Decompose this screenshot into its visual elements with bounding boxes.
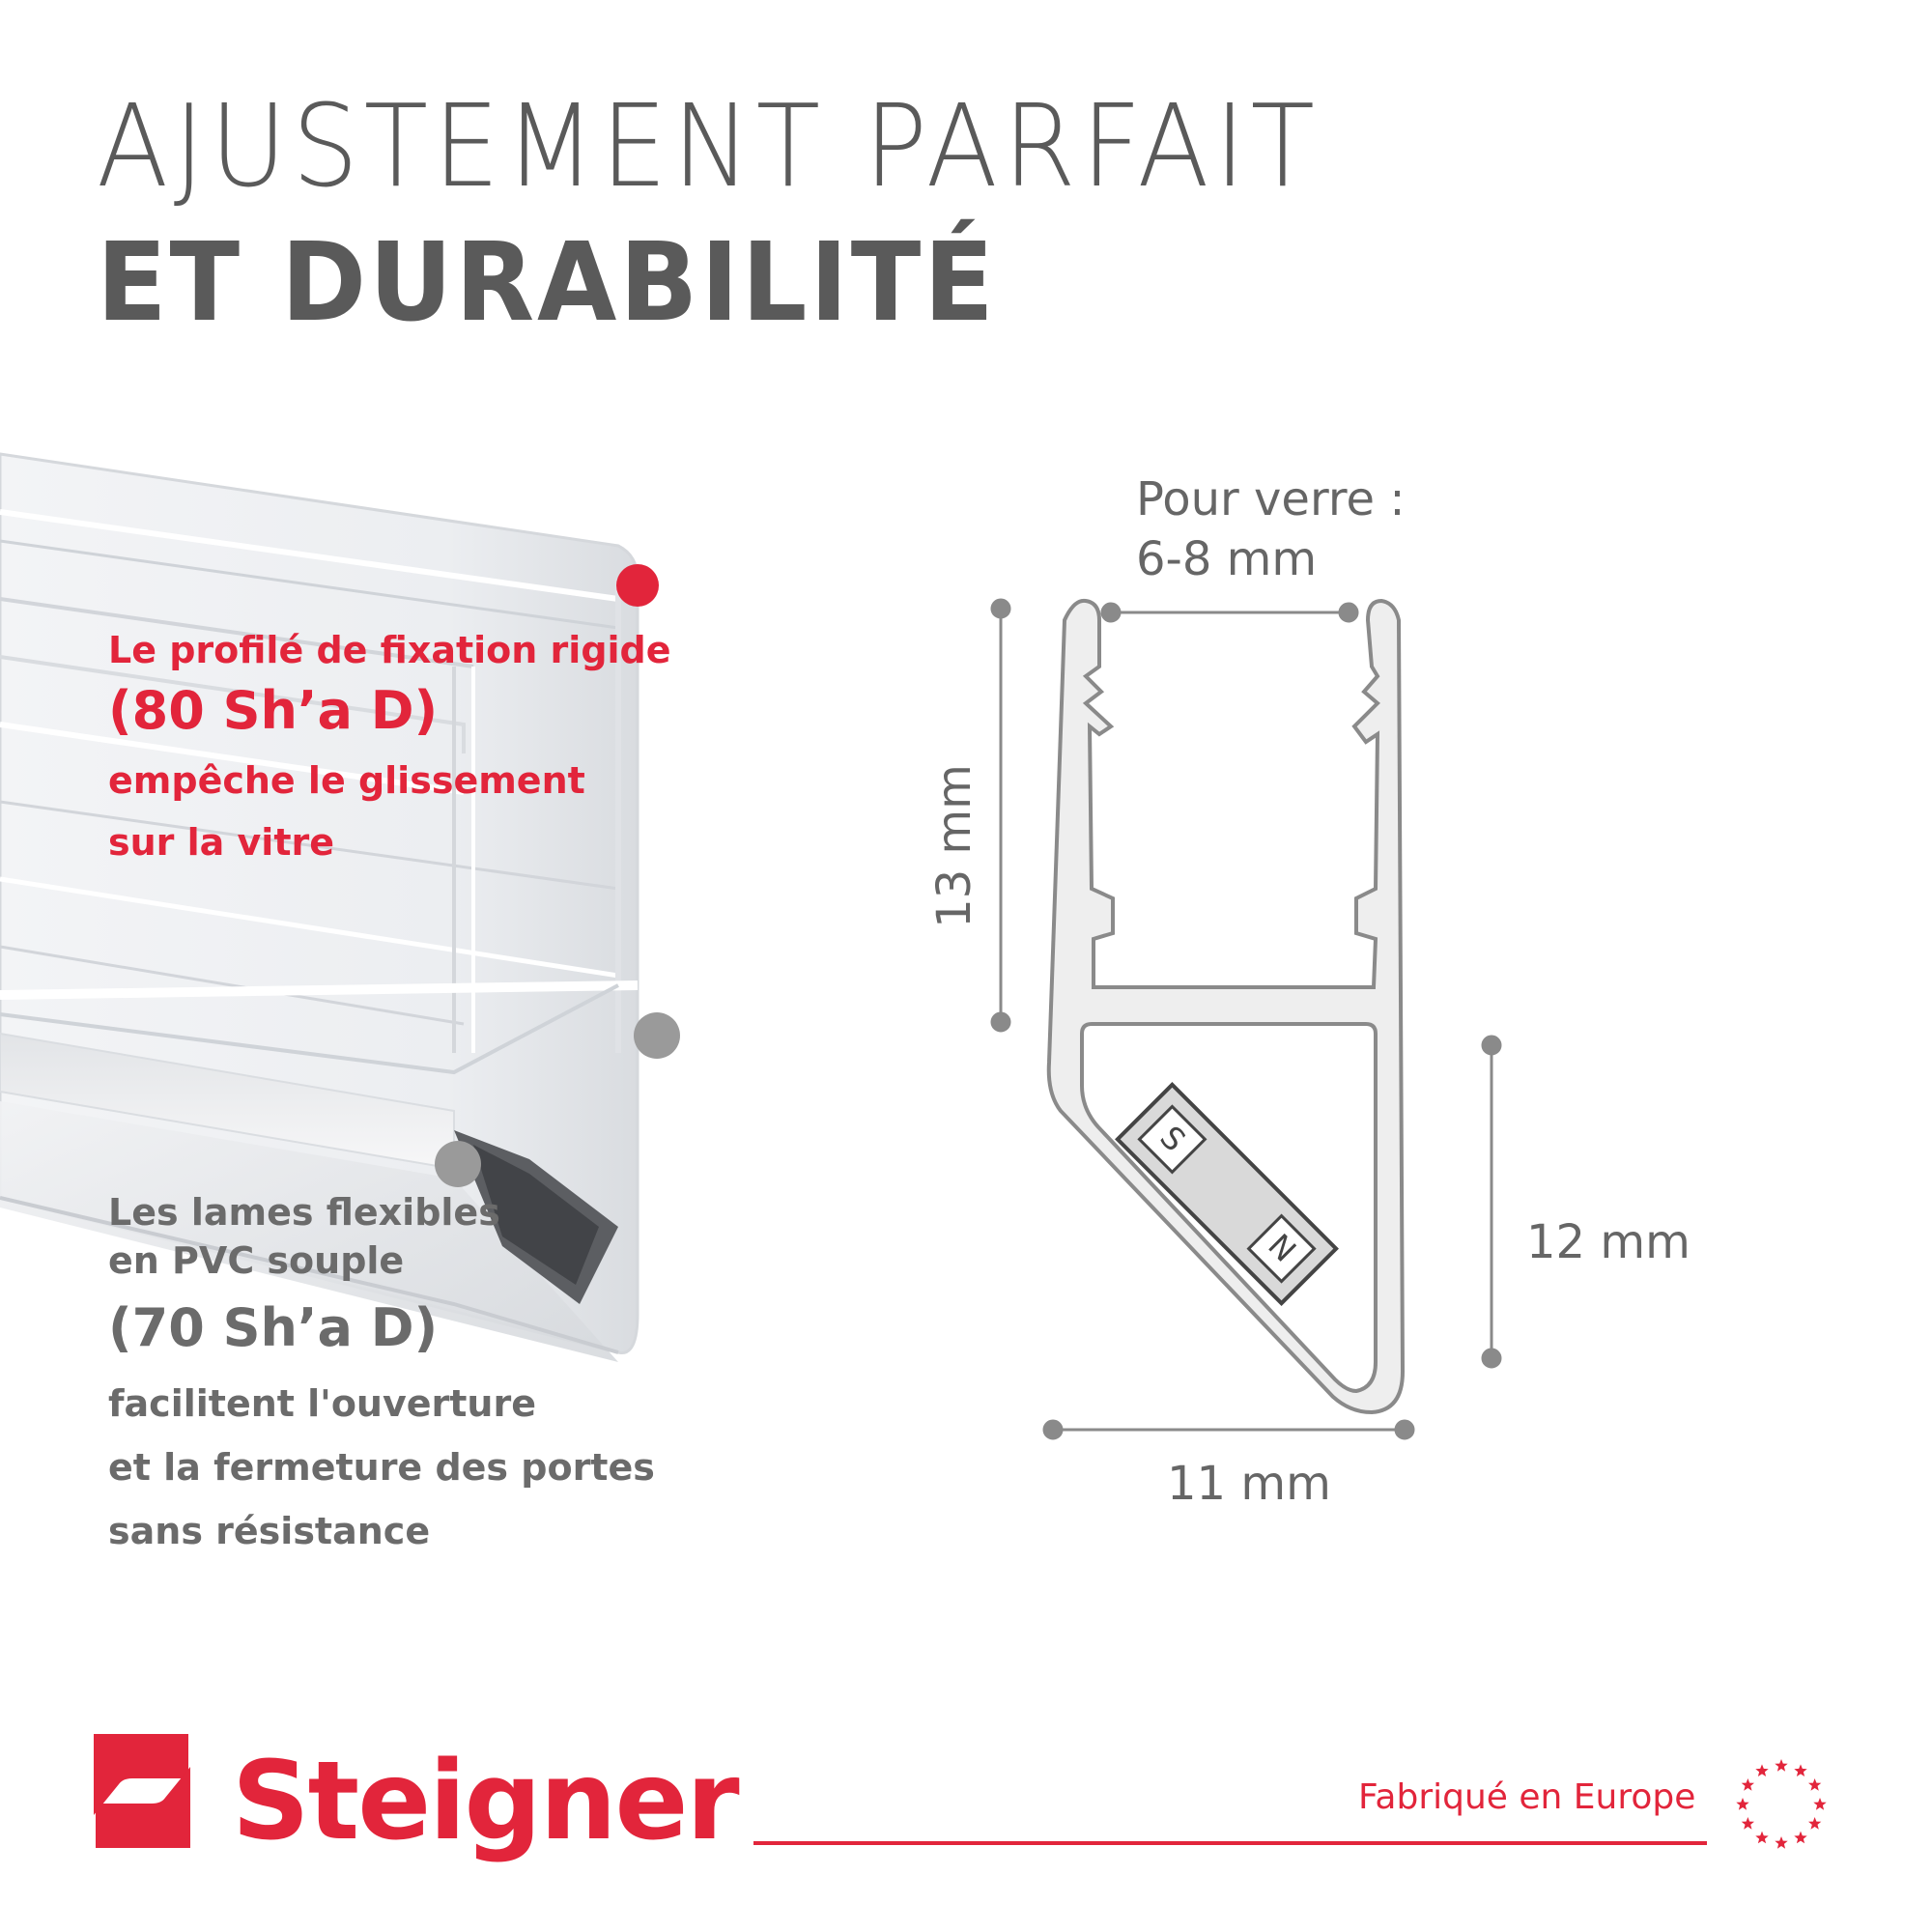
footer-divider [753, 1841, 1707, 1845]
rigid-callout-line-4: sur la vitre [108, 821, 335, 864]
rigid-callout-line-1: Le profilé de fixation rigide [108, 629, 671, 671]
glass-width-dimension [1101, 603, 1358, 622]
eu-star [1794, 1832, 1806, 1844]
flex-callout-line-4: facilitent l'ouverture [108, 1382, 536, 1425]
rigid-callout-line-3: empêche le glissement [108, 759, 585, 802]
width-label: 11 mm [1167, 1457, 1331, 1511]
flex-callout-line-6: sans résistance [108, 1510, 431, 1552]
flex-callout-line-5: et la fermeture des portes [108, 1446, 655, 1489]
eu-star [1755, 1764, 1768, 1776]
magnet-north-label: N [1261, 1226, 1304, 1269]
steigner-logo-icon [94, 1734, 190, 1848]
top-height-label: 13 mm [927, 764, 981, 928]
profile-cross-section-drawing [908, 464, 1758, 1546]
width-dimension [1043, 1420, 1414, 1439]
rigid-profile-callout [108, 628, 671, 873]
rigid-profile-marker [616, 564, 659, 607]
eu-star [1813, 1798, 1826, 1810]
glass-thickness-label [1136, 469, 1405, 589]
made-in-europe-label: Fabriqué en Europe [1358, 1777, 1696, 1817]
title-line-2: ET DURABILITÉ [97, 220, 997, 346]
eu-star [1736, 1798, 1748, 1810]
magnet-south-label: S [1152, 1119, 1193, 1159]
eu-star [1808, 1778, 1821, 1791]
glass-label-line-1: Pour verre : [1136, 472, 1406, 526]
flex-callout-hardness: (70 Sh’a D) [108, 1297, 439, 1358]
eu-star [1742, 1778, 1754, 1791]
seal-body-marker [634, 1012, 680, 1059]
eu-star [1742, 1817, 1754, 1830]
brand-name: Steigner [232, 1739, 738, 1864]
eu-star [1755, 1832, 1768, 1844]
title-line-1: AJUSTEMENT PARFAIT [97, 79, 1321, 213]
flex-callout-line-2: en PVC souple [108, 1239, 405, 1282]
eu-star [1775, 1759, 1787, 1772]
top-height-dimension [991, 599, 1010, 1032]
flex-callout-line-1: Les lames flexibles [108, 1191, 500, 1234]
flexible-flap-callout [108, 1188, 655, 1563]
flexible-flap-marker [435, 1141, 481, 1187]
rigid-callout-hardness: (80 Sh’a D) [108, 680, 439, 741]
eu-star [1794, 1764, 1806, 1776]
eu-star [1808, 1817, 1821, 1830]
bottom-height-label: 12 mm [1526, 1215, 1690, 1269]
eu-star [1775, 1836, 1787, 1849]
bottom-height-dimension [1482, 1036, 1501, 1368]
eu-stars-icon [1731, 1754, 1832, 1855]
glass-label-line-2: 6-8 mm [1136, 532, 1318, 586]
